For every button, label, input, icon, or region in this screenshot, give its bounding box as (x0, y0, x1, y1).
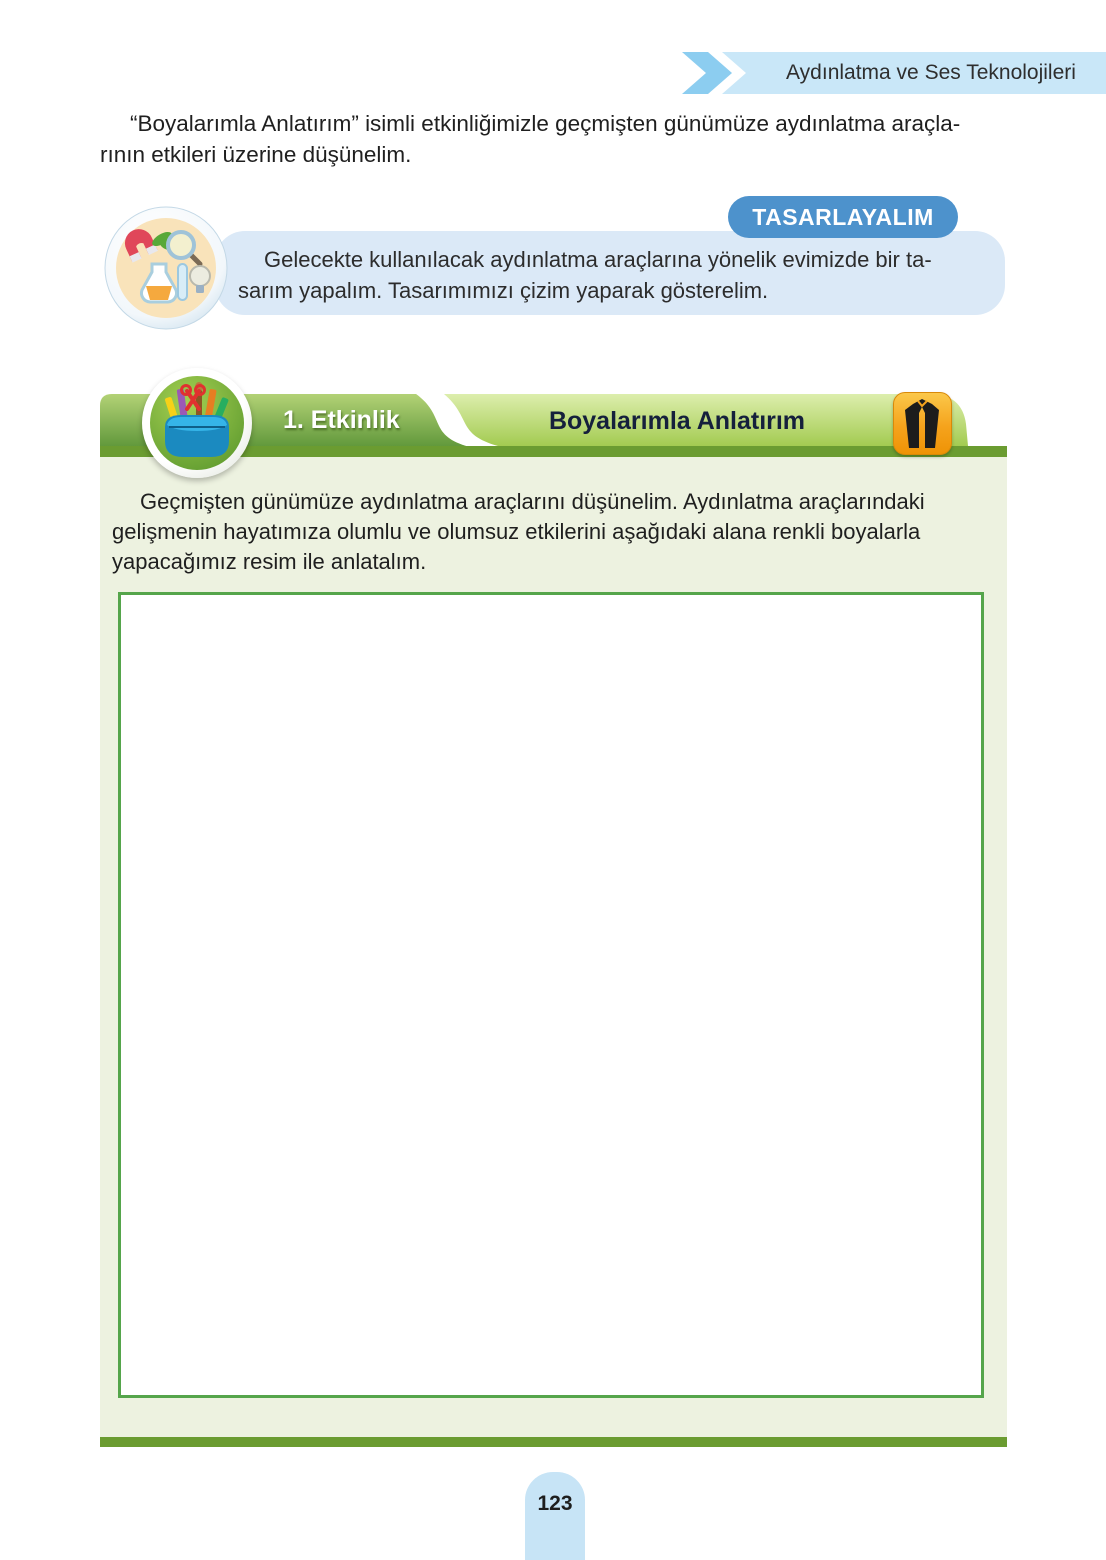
unit-title: Aydınlatma ve Ses Teknolojileri (786, 61, 1076, 84)
design-task-text (238, 244, 998, 306)
design-badge: TASARLAYALIM (728, 196, 958, 238)
activity-instructions (112, 487, 1000, 577)
page-number-tab (525, 1472, 585, 1560)
design-line-1: Gelecekte kullanılacak aydınlatma araçlarına yönelik evimizde bir ta- (264, 247, 932, 272)
intro-paragraph (100, 108, 1008, 170)
activity-title: Boyalarımla Anlatırım (548, 407, 806, 435)
jacket-icon (893, 392, 952, 455)
intro-line-1: “Boyalarımla Anlatırım” isimli etkinliğimizle geçmişten günümüze aydınlatma araçla- (130, 111, 961, 136)
section-bottom-divider (100, 1437, 1007, 1447)
pencil-case-icon (142, 368, 252, 478)
activity-line-3: yapacağımız resim ile anlatalım. (112, 549, 427, 574)
intro-line-2: rının etkileri üzerine düşünelim. (100, 142, 412, 167)
activity-number-label: 1. Etkinlik (283, 406, 400, 434)
design-line-2: sarım yapalım. Tasarımımızı çizim yaparak gösterelim. (238, 278, 769, 303)
page-number: 123 (537, 1492, 573, 1515)
drawing-area[interactable] (118, 592, 984, 1398)
science-tools-icon (104, 206, 228, 330)
activity-line-1: Geçmişten günümüze aydınlatma araçlarını düşünelim. Aydınlatma araçlarındaki (140, 489, 925, 514)
activity-line-2: gelişmenin hayatımıza olumlu ve olumsuz etkilerini aşağıdaki alana renkli boyalarla (112, 519, 921, 544)
